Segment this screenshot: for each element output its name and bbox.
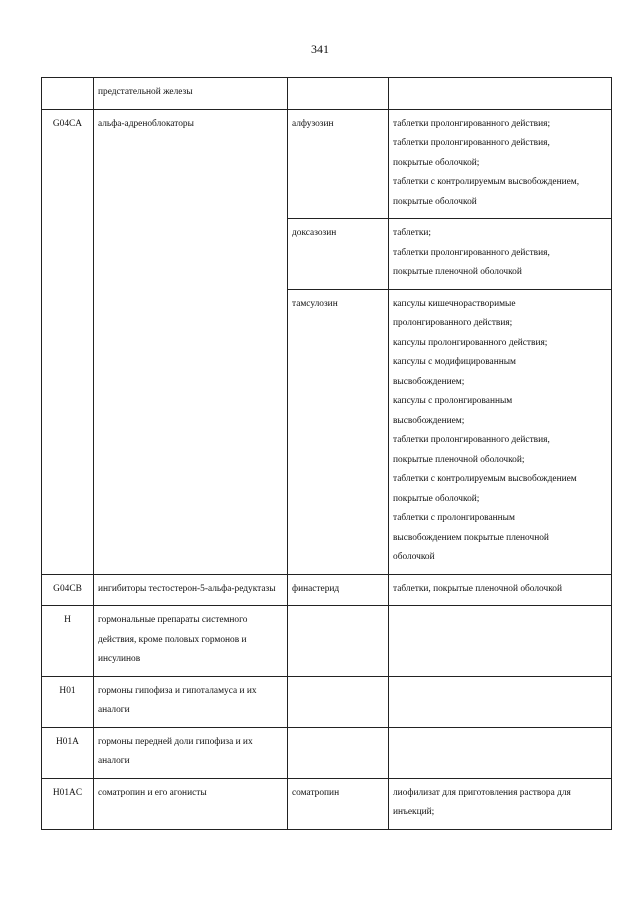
table-row xyxy=(42,78,612,110)
dosage-form-line: высвобождением; xyxy=(393,415,465,426)
page-number: 341 xyxy=(311,42,329,56)
table-row xyxy=(42,574,612,606)
table-row xyxy=(42,727,612,778)
dosage-form-cell xyxy=(389,778,612,829)
drug-name-cell xyxy=(288,676,389,727)
atc-code-cell xyxy=(42,78,94,110)
dosage-form-line: таблетки, покрытые пленочной оболочкой xyxy=(393,583,562,594)
dosage-form-line: высвобождением; xyxy=(393,376,465,387)
dosage-form-cell xyxy=(389,109,612,219)
atc-code-cell: G04CA xyxy=(42,109,94,574)
drug-name-cell: алфузозин xyxy=(288,109,389,219)
table-body xyxy=(42,78,612,830)
drug-name-cell xyxy=(288,727,389,778)
atc-code-cell: G04CB xyxy=(42,574,94,606)
atc-code-cell: H01A xyxy=(42,727,94,778)
dosage-form-line: капсулы пролонгированного действия; xyxy=(393,337,548,348)
dosage-form-line: лиофилизат для приготовления раствора для xyxy=(393,787,571,798)
anatomical-therapeutic-group-cell: ингибиторы тестостерон-5-альфа-редуктазы xyxy=(94,574,288,606)
drug-name-cell xyxy=(288,606,389,677)
dosage-form-cell xyxy=(389,574,612,606)
anatomical-therapeutic-group-cell: гормональные препараты системного действия, кроме половых гормонов и инсулинов xyxy=(94,606,288,677)
anatomical-therapeutic-group-cell: предстательной железы xyxy=(94,78,288,110)
drug-name-cell: доксазозин xyxy=(288,219,389,290)
dosage-form-cell xyxy=(389,606,612,677)
anatomical-therapeutic-group-cell: альфа-адреноблокаторы xyxy=(94,109,288,574)
dosage-form-line: высвобождением покрытые пленочной xyxy=(393,532,549,543)
dosage-form-line: покрытые пленочной оболочкой xyxy=(393,267,522,277)
atc-code-cell: H01AC xyxy=(42,778,94,829)
dosage-form-line: таблетки; xyxy=(393,228,432,238)
drug-classification-table xyxy=(41,77,612,830)
dosage-form-cell xyxy=(389,727,612,778)
anatomical-therapeutic-group-cell: соматропин и его агонисты xyxy=(94,778,288,829)
drug-name-cell: соматропин xyxy=(288,778,389,829)
dosage-form-cell xyxy=(389,219,612,290)
drug-name-cell xyxy=(288,78,389,110)
atc-code-cell: H xyxy=(42,606,94,677)
dosage-form-line: капсулы с пролонгированным xyxy=(393,396,513,406)
dosage-form-line: таблетки пролонгированного действия; xyxy=(393,118,551,129)
table-row xyxy=(42,109,612,219)
dosage-form-line: таблетки с пролонгированным xyxy=(393,513,515,523)
drug-name-cell: тамсулозин xyxy=(288,289,389,574)
dosage-form-line: таблетки с контролируемым высвобождением xyxy=(393,474,577,484)
table-row xyxy=(42,778,612,829)
dosage-form-line: покрытые оболочкой; xyxy=(393,493,480,504)
dosage-form-line: таблетки с контролируемым высвобождением, xyxy=(393,177,580,187)
dosage-form-line: инъекций; xyxy=(393,807,435,817)
dosage-form-line: покрытые оболочкой xyxy=(393,196,477,207)
dosage-form-line: таблетки пролонгированного действия, xyxy=(393,435,550,445)
dosage-form-line: таблетки пролонгированного действия, xyxy=(393,247,550,258)
table-row xyxy=(42,676,612,727)
dosage-form-line: покрытые оболочкой; xyxy=(393,157,480,168)
dosage-form-cell xyxy=(389,78,612,110)
dosage-form-line: капсулы с модифицированным xyxy=(393,357,516,367)
dosage-form-cell xyxy=(389,289,612,574)
dosage-form-line: оболочкой xyxy=(393,552,435,562)
drug-name-cell: финастерид xyxy=(288,574,389,606)
dosage-form-line: таблетки пролонгированного действия, xyxy=(393,138,550,148)
table-row xyxy=(42,606,612,677)
atc-code-cell: H01 xyxy=(42,676,94,727)
dosage-form-line: капсулы кишечнорастворимые xyxy=(393,298,516,309)
anatomical-therapeutic-group-cell: гормоны передней доли гипофиза и их аналоги xyxy=(94,727,288,778)
dosage-form-line: пролонгированного действия; xyxy=(393,318,513,328)
dosage-form-cell xyxy=(389,676,612,727)
dosage-form-line: покрытые пленочной оболочкой; xyxy=(393,454,525,465)
anatomical-therapeutic-group-cell: гормоны гипофиза и гипоталамуса и их аналоги xyxy=(94,676,288,727)
